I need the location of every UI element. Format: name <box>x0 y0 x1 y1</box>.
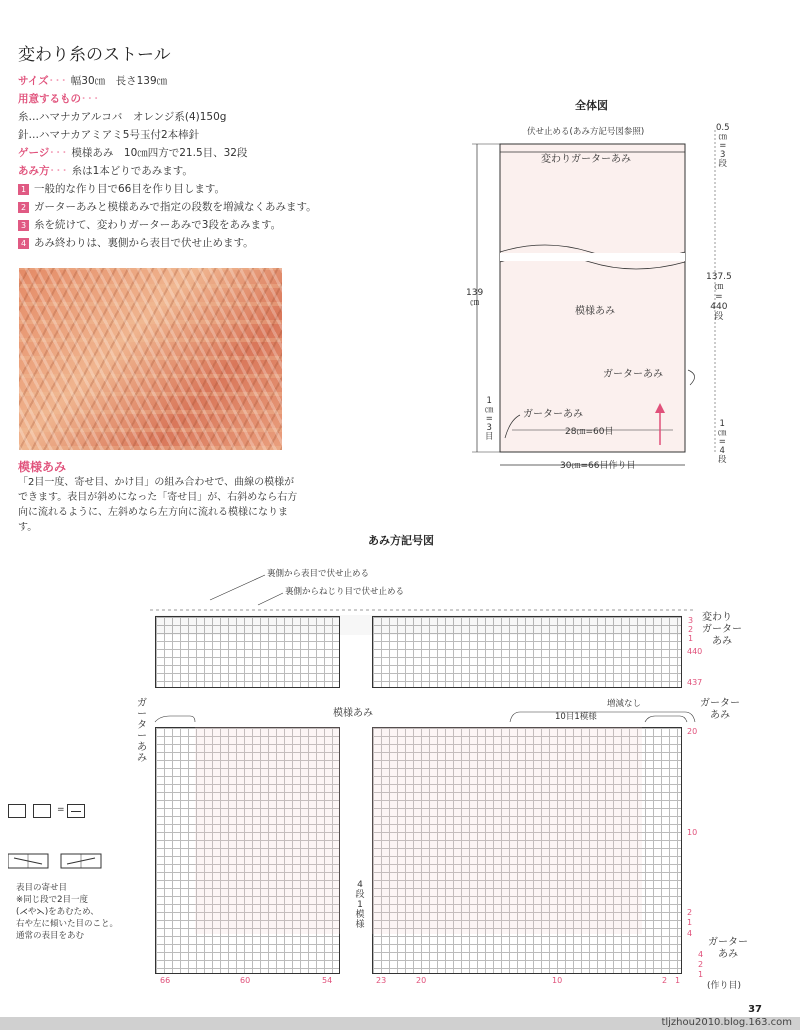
chart-title: あみ方記号図 <box>368 534 434 547</box>
chart-left-garter-label: ガーターあみ <box>137 698 147 764</box>
chart-row-2: 2 <box>687 908 693 917</box>
col-60: 60 <box>240 976 251 985</box>
diagram-height-total: 139 ㎝ <box>466 288 484 308</box>
legend-note: 表目の寄せ目 ※同じ段で2目一度 (⋌や⋋)をあむため、 右や左に傾いた目のこと。 通常の表目をあむ <box>16 883 119 941</box>
step-3 <box>18 216 398 234</box>
chart-top-band <box>155 615 682 635</box>
diagram-total-width: 30㎝=66目作り目 <box>560 461 636 471</box>
chart-top-leaders <box>150 570 710 615</box>
method-value: 糸は1本どりであみます。 <box>71 165 193 177</box>
step-number: 4 <box>18 238 29 249</box>
materials-row <box>18 90 398 108</box>
chart-row-1: 1 <box>687 918 693 927</box>
size-label: サイズ･･･ <box>18 75 68 87</box>
col-54: 54 <box>322 976 333 985</box>
col-2: 2 <box>662 976 668 985</box>
chart-pattern-area-left <box>195 727 340 934</box>
step-1 <box>18 180 398 198</box>
chart-right-garter-label: ガーター あみ <box>700 698 740 721</box>
page-number: 37 <box>748 1004 762 1015</box>
chart-bottom-row-numbers: 4 2 1 <box>698 950 704 979</box>
legend-equals: = <box>57 805 65 815</box>
chart-row-437: 437 <box>687 678 703 687</box>
materials-label: 用意するもの･･･ <box>18 93 100 105</box>
chart-row-10: 10 <box>687 828 698 837</box>
pattern-info <box>18 72 398 252</box>
diagram-top-band-label: 変わりガーターあみ <box>541 154 631 165</box>
legend-blank-box <box>33 804 51 818</box>
chart-top-row-numbers: 3 2 1 <box>688 616 694 643</box>
step-text: ガーターあみと模様あみで指定の段数を増減なくあみます。 <box>34 201 317 213</box>
chart-repeat-rows-label: 4 段 1 模 様 <box>355 880 365 930</box>
gauge-row <box>18 144 398 162</box>
step-text: 糸を続けて、変わりガーターあみで3段をあみます。 <box>34 219 282 231</box>
chart-repeat-label: 10目1模様 <box>555 712 597 722</box>
chart-row-4: 4 <box>687 929 693 938</box>
method-label: あみ方･･･ <box>18 165 69 177</box>
chart-middle-brackets <box>150 700 710 730</box>
chart-no-change: 増減なし <box>607 699 642 709</box>
chart-bottom-garter-label: ガーター あみ <box>708 937 748 960</box>
legend-blank-box <box>8 804 26 818</box>
overall-diagram <box>460 120 790 490</box>
chart-pattern-label: 模様あみ <box>333 708 373 719</box>
col-1: 1 <box>675 976 681 985</box>
col-66: 66 <box>160 976 171 985</box>
step-2 <box>18 198 398 216</box>
chart-row-440: 440 <box>687 647 703 656</box>
chart-cast-on-label: (作り目) <box>707 981 742 991</box>
overall-diagram-title: 全体図 <box>575 99 608 112</box>
page-title: 変わり糸のストール <box>18 45 171 65</box>
diagram-main-label: 模様あみ <box>575 306 615 317</box>
col-10: 10 <box>552 976 563 985</box>
chart-row-20: 20 <box>687 727 698 736</box>
diagram-garter-left-label: ガーターあみ <box>523 409 583 420</box>
step-4 <box>18 234 398 252</box>
step-number: 1 <box>18 184 29 195</box>
legend-slant-stitches <box>8 852 103 872</box>
footer-url: tljzhou2010.blog.163.com <box>661 1017 792 1028</box>
diagram-garter-right-label: ガーターあみ <box>603 369 663 380</box>
knit-sample-photo <box>19 268 282 450</box>
gauge-value: 模様あみ 10㎝四方で21.5目、32段 <box>71 147 248 159</box>
chart-pattern-area-right <box>372 727 642 934</box>
photo-caption-title: 模様あみ <box>18 460 67 474</box>
step-number: 2 <box>18 202 29 213</box>
diagram-right-bottom-dim: 1 ㎝ = 4 段 <box>718 419 727 465</box>
diagram-left-bottom-dim: 1 ㎝ = 3 目 <box>485 396 494 442</box>
diagram-inner-width: 28㎝=60目 <box>565 427 614 437</box>
gauge-label: ゲージ･･･ <box>18 147 69 159</box>
diagram-right-mid-dim: 137.5 ㎝ = 440 段 <box>706 272 732 322</box>
chart-note-twisted: 裏側からねじり目で伏せ止める <box>285 587 405 597</box>
col-20: 20 <box>416 976 427 985</box>
method-row <box>18 162 398 180</box>
legend-purl-box <box>67 804 85 818</box>
size-row <box>18 72 398 90</box>
chart-top-right-label: 変わり ガーター あみ <box>702 612 742 647</box>
step-number: 3 <box>18 220 29 231</box>
size-value: 幅30㎝ 長さ139㎝ <box>70 75 168 87</box>
diagram-right-top-dim: 0.5 ㎝ = 3 段 <box>716 123 730 169</box>
step-text: あみ終わりは、裏側から表目で伏せ止めます。 <box>34 237 254 249</box>
col-23: 23 <box>376 976 387 985</box>
chart-note-bind-off: 裏側から表目で伏せ止める <box>267 569 370 579</box>
photo-caption-text: 「2目一度、寄せ目、かけ目」の組み合わせで、曲線の模様ができます。表目が斜めになった「寄せ目」が、右斜めなら右方向に流れるように、左斜めなら左方向に流れる模様になります。 <box>18 477 298 533</box>
yarn-row: 糸…ハマナカアルコバ オレンジ系(4)150g <box>18 111 227 123</box>
step-text: 一般的な作り目で66目を作り目します。 <box>34 183 226 195</box>
needle-row: 針…ハマナカアミアミ5号玉付2本棒針 <box>18 129 200 141</box>
bind-off-note: 伏せ止める(あみ方記号図参照) <box>527 127 645 137</box>
